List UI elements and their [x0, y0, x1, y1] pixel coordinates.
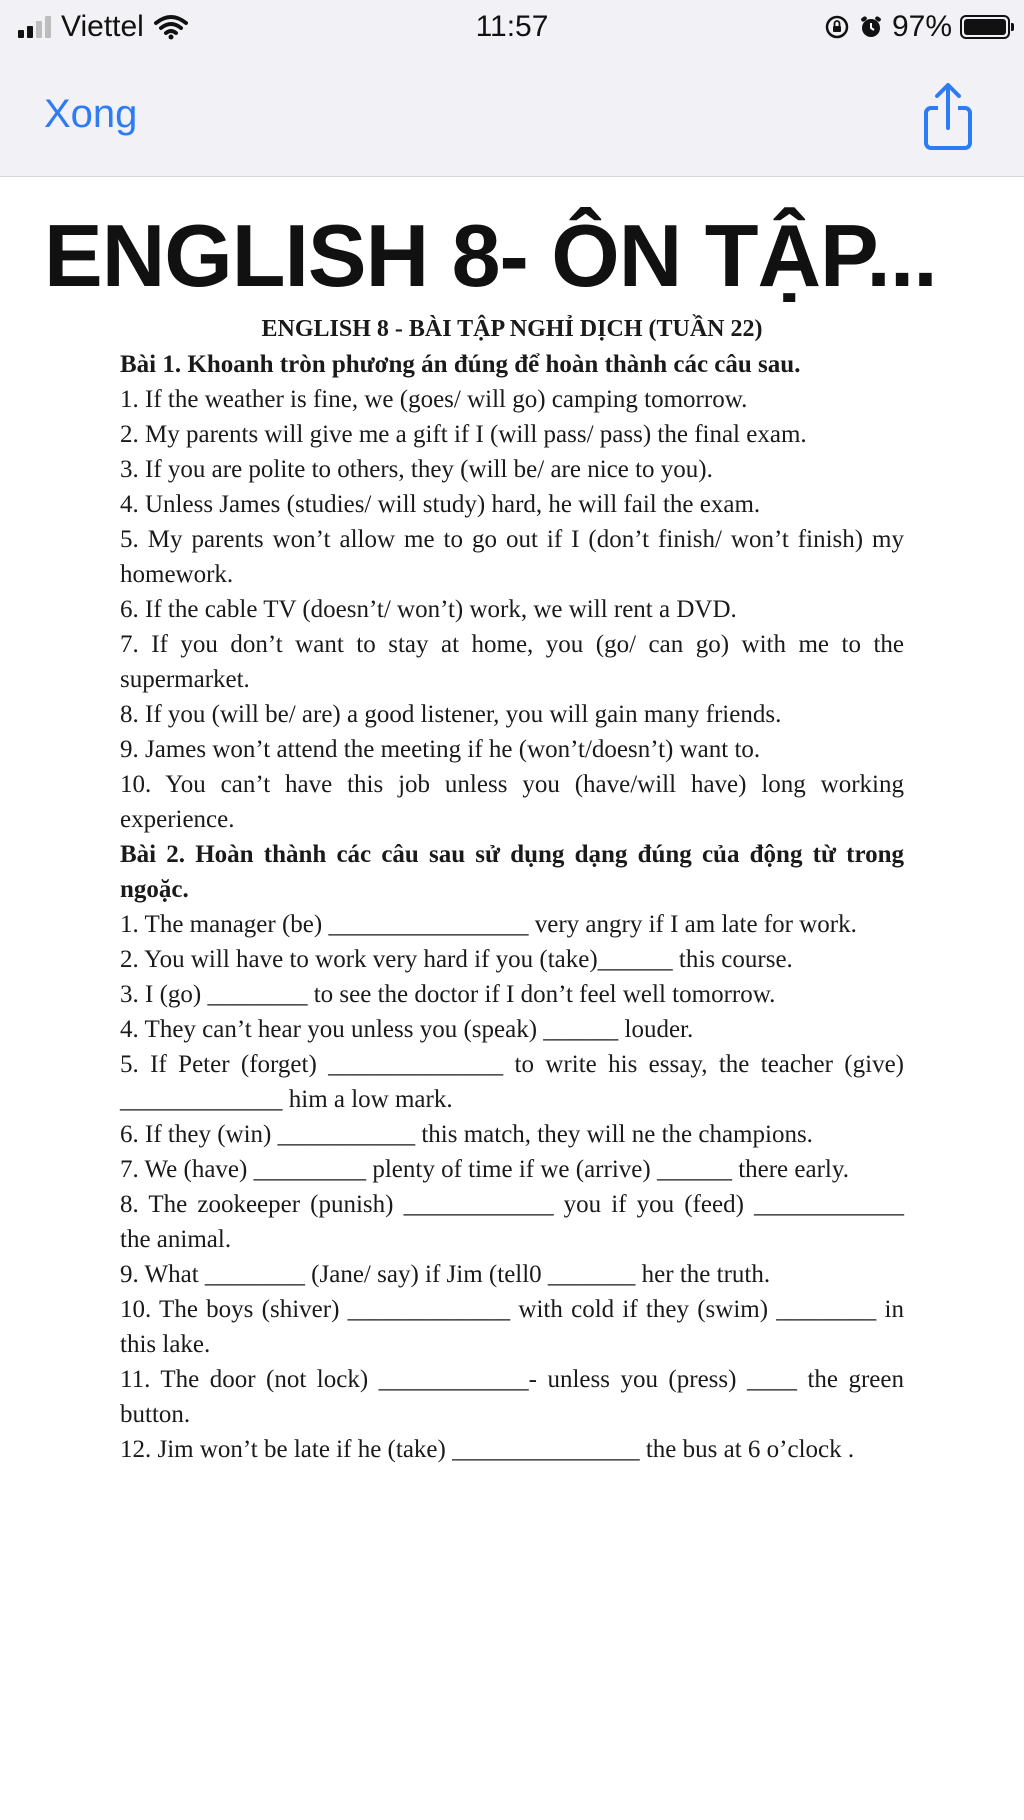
- nav-bar: [0, 58, 1024, 177]
- exercise-item: 9. What ________ (Jane/ say) if Jim (tell0 _______ her the truth.: [120, 1261, 771, 1288]
- section-1-title: Bài 1. Khoanh tròn phương án đúng để hoàn thành các câu sau.: [120, 351, 801, 378]
- exercise-item: 12. Jim won’t be late if he (take) _______________ the bus at 6 o’clock .: [120, 1436, 855, 1463]
- exercise-item: 5. If Peter (forget) ______________ to write his essay, the teacher (give) _____________ him a low mark.: [120, 1051, 904, 1113]
- exercise-item: 2. My parents will give me a gift if I (will pass/ pass) the final exam.: [120, 421, 807, 448]
- exercise-item: 10. The boys (shiver) _____________ with cold if they (swim) ________ in this lake.: [120, 1296, 904, 1358]
- carrier-name: Viettel: [61, 10, 144, 43]
- exercise-item: 9. James won’t attend the meeting if he (won’t/doesn’t) want to.: [120, 736, 761, 763]
- worksheet-page: [120, 312, 904, 1467]
- document-title: ENGLISH 8- ÔN TẬP...: [44, 206, 937, 305]
- exercise-item: 4. Unless James (studies/ will study) hard, he will fail the exam.: [120, 491, 761, 518]
- done-button[interactable]: Xong: [44, 92, 138, 136]
- exercise-item: 2. You will have to work very hard if you (take)______ this course.: [120, 946, 793, 973]
- exercise-item: 6. If the cable TV (doesn’t/ won’t) work, we will rent a DVD.: [120, 596, 737, 623]
- alarm-icon: [858, 14, 884, 40]
- battery-icon: [960, 15, 1010, 39]
- status-right: [824, 10, 1010, 44]
- exercise-item: 3. I (go) ________ to see the doctor if I don’t feel well tomorrow.: [120, 981, 776, 1008]
- exercise-item: 1. The manager (be) ________________ very angry if I am late for work.: [120, 911, 857, 938]
- exercise-item: 8. The zookeeper (punish) ____________ you if you (feed) ____________ the animal.: [120, 1191, 904, 1253]
- exercise-item: 5. My parents won’t allow me to go out if I (don’t finish/ won’t finish) my homework.: [120, 526, 904, 588]
- exercise-item: 1. If the weather is fine, we (goes/ will go) camping tomorrow.: [120, 386, 748, 413]
- status-time: 11:57: [475, 10, 549, 43]
- worksheet-heading: ENGLISH 8 - BÀI TẬP NGHỈ DỊCH (TUẦN 22): [261, 316, 763, 342]
- exercise-item: 7. We (have) _________ plenty of time if we (arrive) ______ there early.: [120, 1156, 849, 1183]
- status-bar: [0, 0, 1024, 58]
- exercise-item: 8. If you (will be/ are) a good listener, you will gain many friends.: [120, 701, 782, 728]
- exercise-item: 3. If you are polite to others, they (will be/ are nice to you).: [120, 456, 713, 483]
- section-2-title: Bài 2. Hoàn thành các câu sau sử dụng dạng đúng của động từ trong ngoặc.: [120, 841, 904, 903]
- exercise-item: 11. The door (not lock) ____________- unless you (press) ____ the green button.: [120, 1366, 904, 1428]
- share-icon[interactable]: [920, 80, 976, 152]
- exercise-item: 7. If you don’t want to stay at home, you (go/ can go) with me to the supermarket.: [120, 631, 904, 693]
- exercise-item: 6. If they (win) ___________ this match, they will ne the champions.: [120, 1121, 813, 1148]
- orientation-lock-icon: [824, 14, 850, 40]
- battery-percent: 97%: [891, 10, 952, 43]
- exercise-item: 4. They can’t hear you unless you (speak) ______ louder.: [120, 1016, 694, 1043]
- exercise-item: 10. You can’t have this job unless you (have/will have) long working experience.: [120, 771, 904, 833]
